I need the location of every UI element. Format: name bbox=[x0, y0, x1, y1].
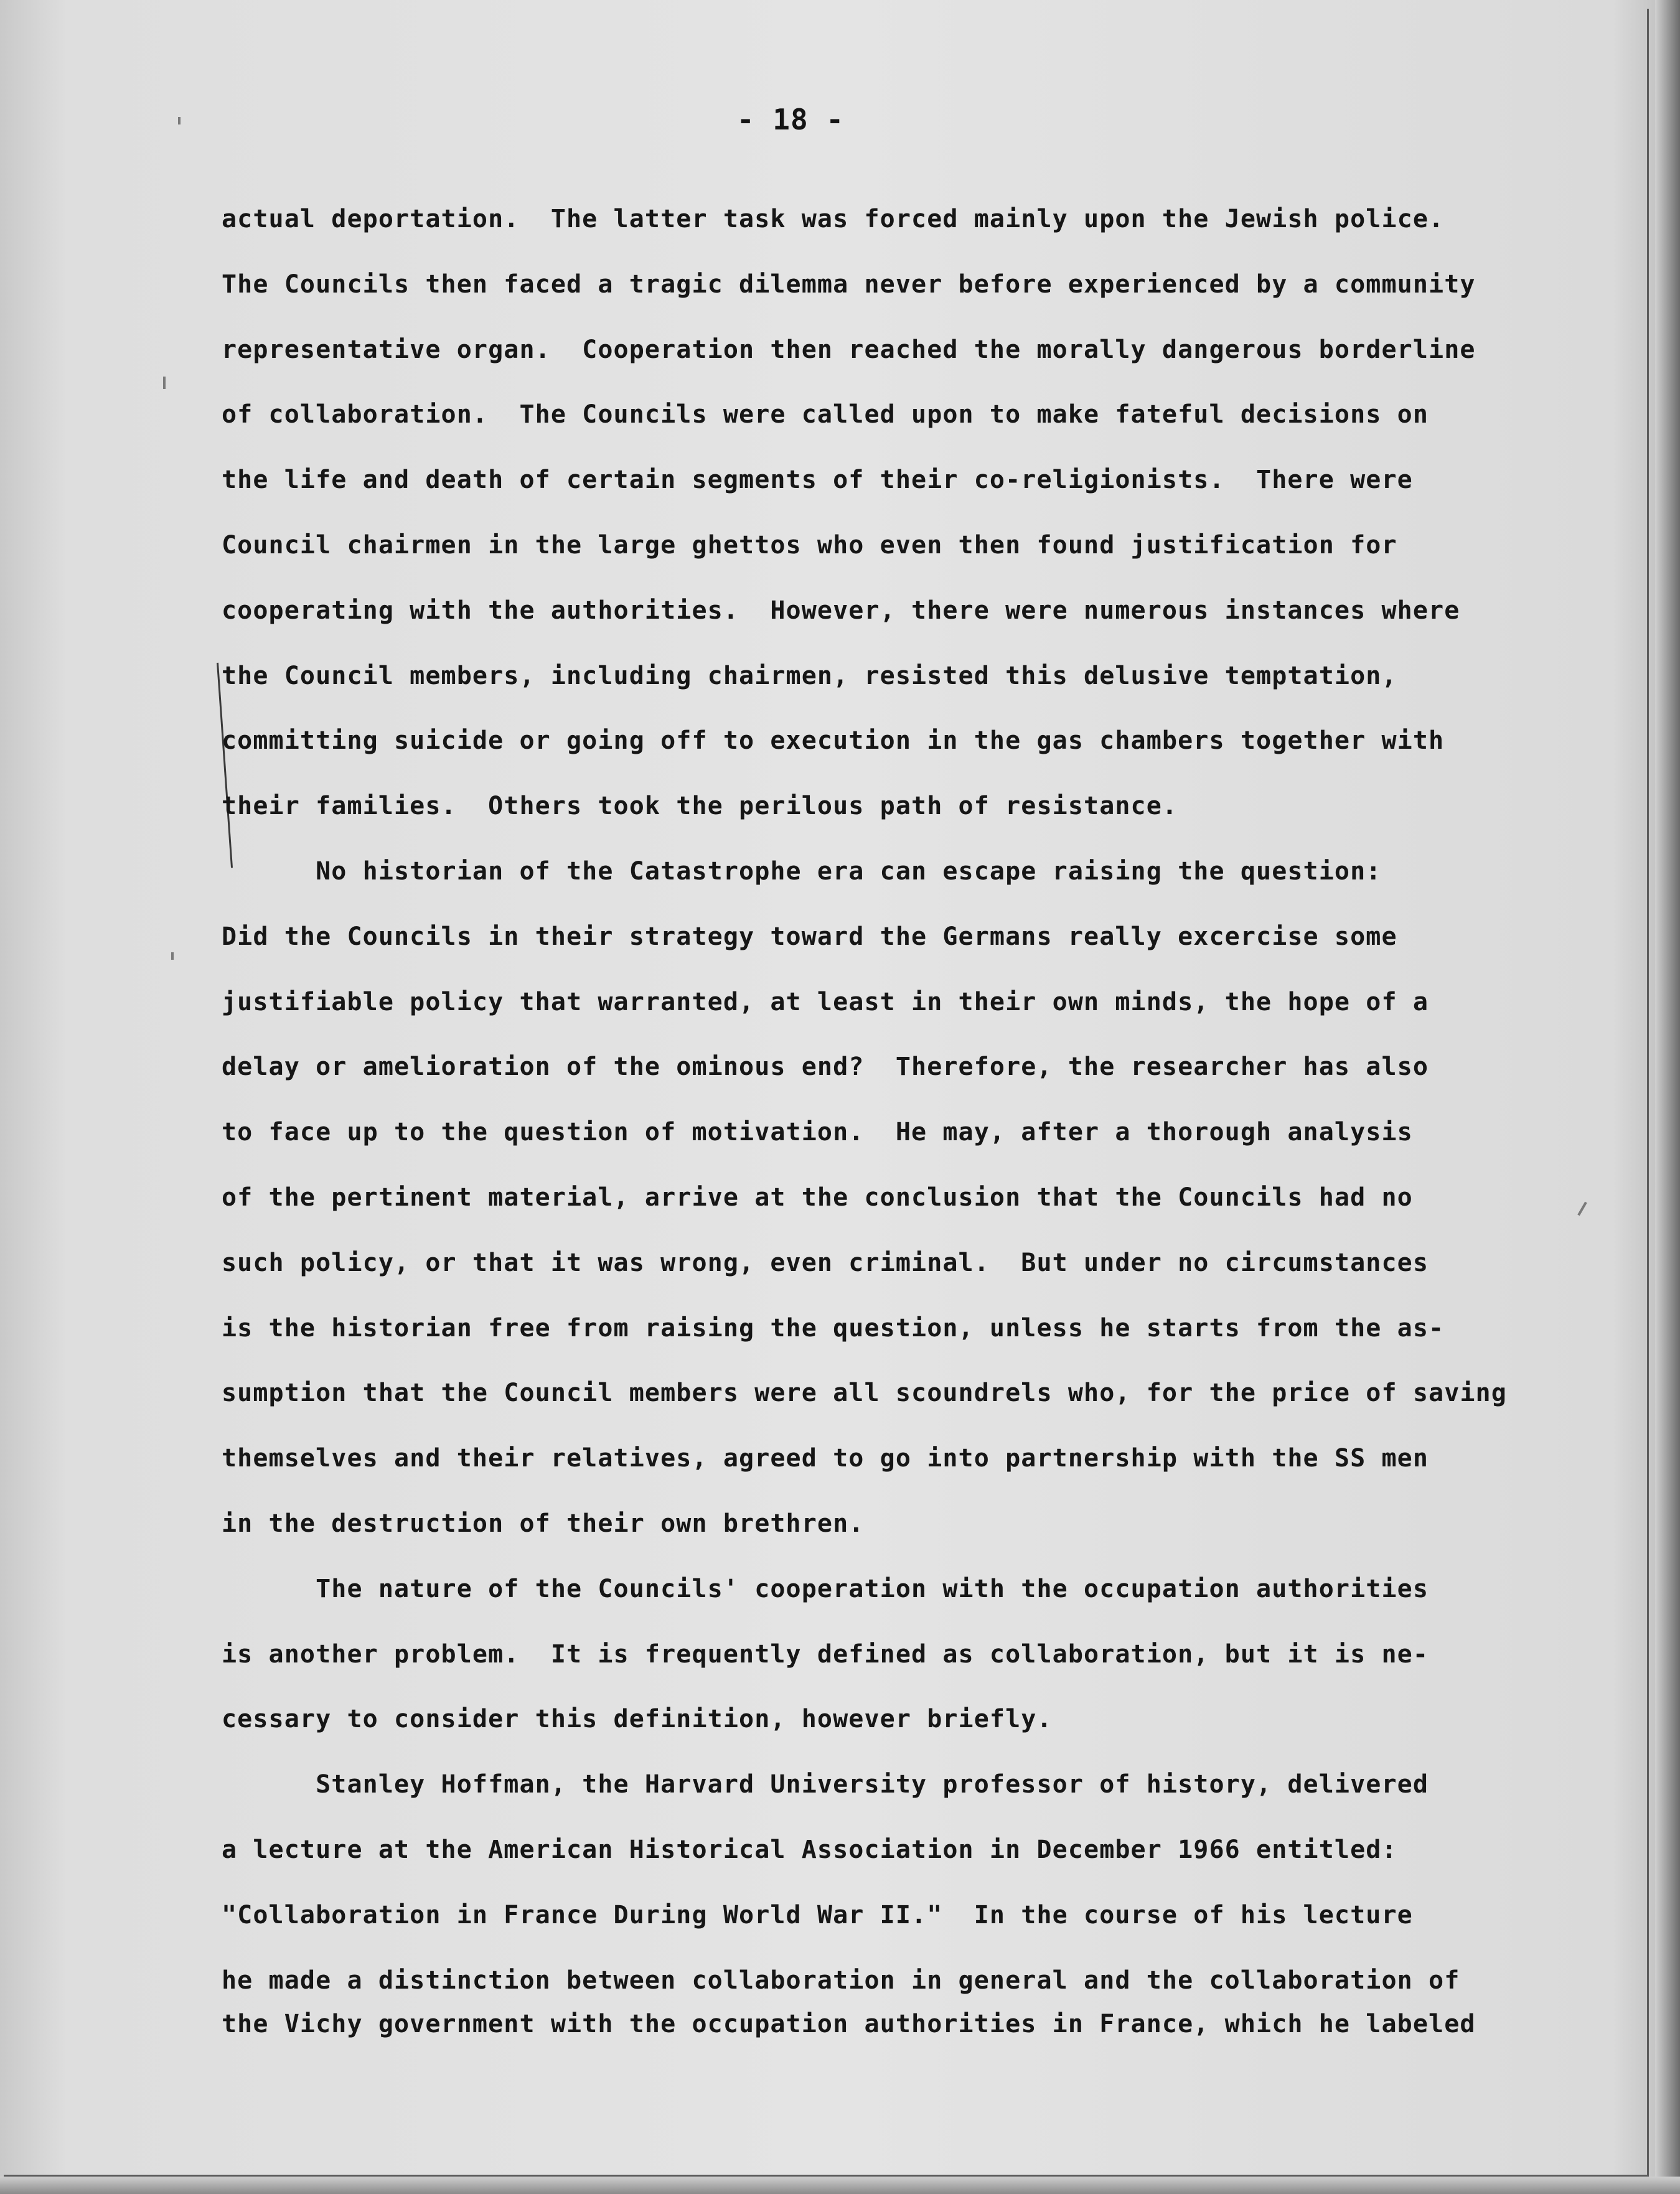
text-line: to face up to the question of motivation. He may, after a thorough analysis bbox=[222, 1118, 1413, 1147]
text-line: sumption that the Council members were all scoundrels who, for the price of saving bbox=[222, 1379, 1507, 1408]
text-line: The Councils then faced a tragic dilemma never before experienced by a community bbox=[222, 270, 1476, 299]
text-line: a lecture at the American Historical Association in December 1966 entitled: bbox=[222, 1835, 1397, 1864]
text-line: actual deportation. The latter task was forced mainly upon the Jewish police. bbox=[222, 205, 1445, 233]
text-line: the Vichy government with the occupation authorities in France, which he labeled bbox=[222, 2009, 1476, 2038]
text-line: delay or amelioration of the ominous end? Therefore, the researcher has also bbox=[222, 1052, 1429, 1082]
scan-speck bbox=[171, 952, 174, 960]
text-line: "Collaboration in France During World War II." In the course of his lecture bbox=[222, 1900, 1413, 1929]
bottom-shadow bbox=[0, 2177, 1680, 2194]
text-line: he made a distinction between collaboration in general and the collaboration of bbox=[222, 1966, 1460, 1995]
text-line: committing suicide or going off to execution in the gas chambers together with bbox=[222, 726, 1445, 756]
text-line: justifiable policy that warranted, at least in their own minds, the hope of a bbox=[222, 987, 1429, 1016]
text-line: the Council members, including chairmen, resisted this delusive temptation, bbox=[222, 661, 1397, 690]
text-line: No historian of the Catastrophe era can escape raising the question: bbox=[222, 856, 1382, 886]
text-line: cessary to consider this definition, however briefly. bbox=[222, 1705, 1053, 1734]
text-line: Did the Councils in their strategy toward the Germans really excercise some bbox=[222, 922, 1397, 951]
text-line: Council chairmen in the large ghettos who even then found justification for bbox=[222, 530, 1397, 560]
text-line: of the pertinent material, arrive at the conclusion that the Councils had no bbox=[222, 1183, 1413, 1212]
text-line: is the historian free from raising the question, unless he starts from the as- bbox=[222, 1313, 1445, 1343]
text-line: representative organ. Cooperation then reached the morally dangerous borderline bbox=[222, 335, 1476, 364]
text-line: of collaboration. The Councils were called upon to make fateful decisions on bbox=[222, 400, 1429, 429]
text-line: cooperating with the authorities. However, there were numerous instances where bbox=[222, 596, 1460, 625]
text-line: is another problem. It is frequently defined as collaboration, but it is ne- bbox=[222, 1639, 1429, 1669]
text-line: Stanley Hoffman, the Harvard University professor of history, delivered bbox=[222, 1770, 1429, 1799]
typed-text-block bbox=[222, 200, 1541, 2070]
text-line: themselves and their relatives, agreed to go into partnership with the SS men bbox=[222, 1444, 1429, 1473]
text-line: their families. Others took the perilous path of resistance. bbox=[222, 792, 1178, 821]
text-line: such policy, or that it was wrong, even criminal. But under no circumstances bbox=[222, 1248, 1429, 1277]
text-line: The nature of the Councils' cooperation with the occupation authorities bbox=[222, 1574, 1429, 1603]
text-line: the life and death of certain segments of their co-religionists. There were bbox=[222, 466, 1413, 495]
right-shadow bbox=[1655, 0, 1680, 2194]
text-line: in the destruction of their own brethren. bbox=[222, 1509, 865, 1538]
scan-speck bbox=[163, 377, 166, 389]
page-number: - 18 - bbox=[736, 103, 845, 136]
